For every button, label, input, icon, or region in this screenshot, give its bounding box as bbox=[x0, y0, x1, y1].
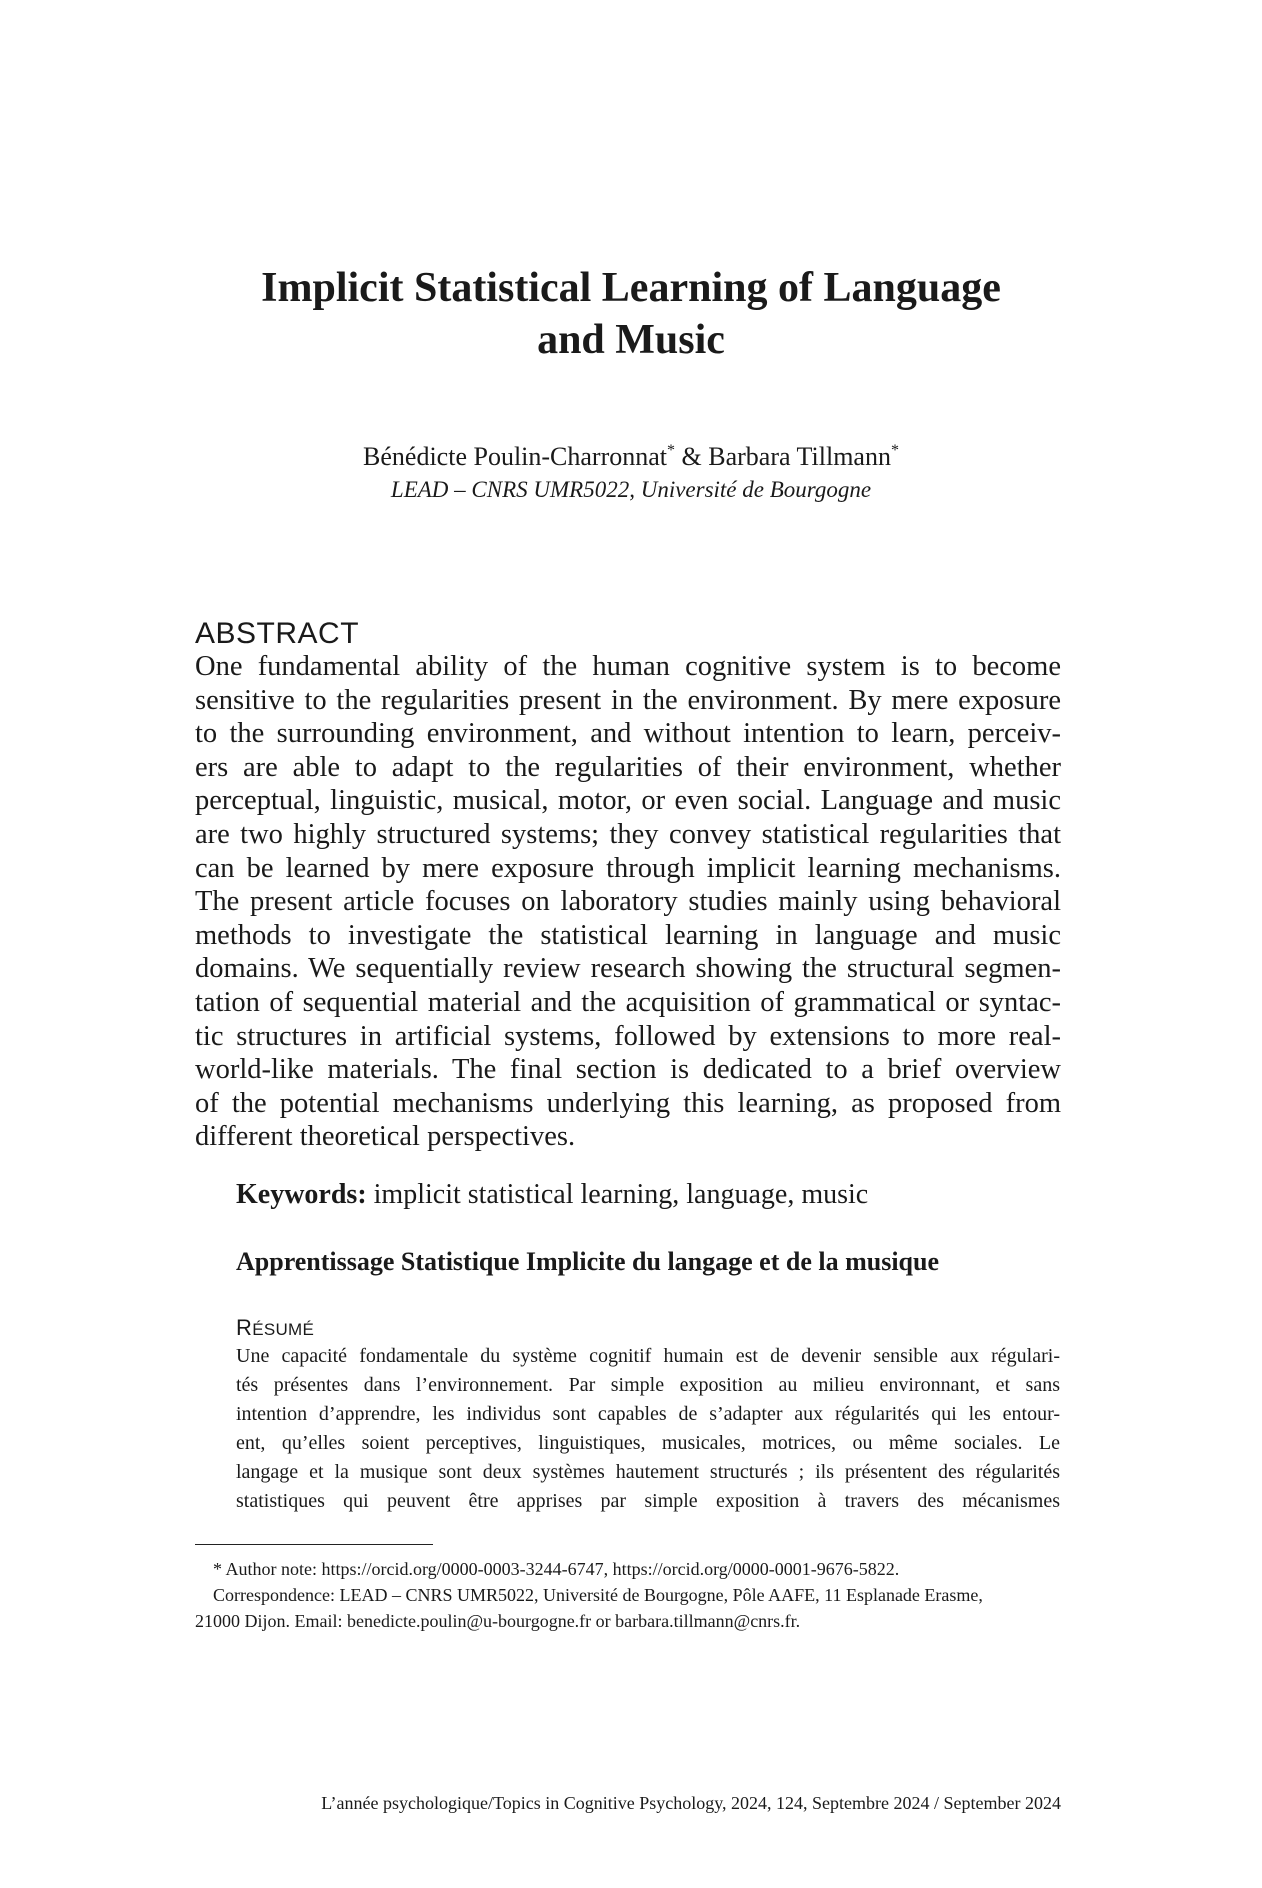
resume-heading bbox=[236, 1314, 314, 1344]
abstract-line: ers are able to adapt to the regularities of their environment, whether bbox=[195, 751, 1061, 783]
abstract-line: methods to investigate the statistical learning in language and music bbox=[195, 919, 1061, 951]
author-separator: & bbox=[675, 442, 709, 471]
abstract-line: tic structures in artificial systems, followed by extensions to more real- bbox=[195, 1020, 1061, 1052]
resume-line: langage et la musique sont deux systèmes hautement structurés ; ils présentent des régularités bbox=[236, 1461, 1060, 1483]
abstract-heading: ABSTRACT bbox=[195, 617, 360, 650]
author-list bbox=[0, 441, 1262, 473]
abstract-line: sensitive to the regularities present in the environment. By mere exposure bbox=[195, 684, 1061, 716]
author-footnote-mark-2: * bbox=[890, 442, 899, 459]
abstract-line: domains. We sequentially review research showing the structural segmen- bbox=[195, 953, 1061, 985]
keywords-label: Keywords: bbox=[236, 1179, 367, 1210]
paper-title bbox=[0, 262, 1262, 366]
resume-line: statistiques qui peuvent être apprises par simple exposition à travers des mécanismes bbox=[236, 1490, 1060, 1512]
resume-body bbox=[236, 1342, 1060, 1516]
abstract-line: of the potential mechanisms underlying this learning, as proposed from bbox=[195, 1087, 1061, 1119]
keywords bbox=[236, 1178, 868, 1212]
french-title: Apprentissage Statistique Implicite du langage et de la musique bbox=[236, 1247, 940, 1276]
resume-line: tés présentes dans l’environnement. Par simple exposition au milieu environnant, et sans bbox=[236, 1374, 1060, 1396]
paper-title-line-1: Implicit Statistical Learning of Language bbox=[261, 265, 1001, 311]
footnote-author-note: * Author note: https://orcid.org/0000-0003-3244-6747, https://orcid.org/0000-0001-9676-5822. bbox=[213, 1559, 900, 1579]
abstract-line: One fundamental ability of the human cognitive system is to become bbox=[195, 651, 1061, 682]
author-name-2: Barbara Tillmann bbox=[708, 442, 891, 471]
author-name-1: Bénédicte Poulin-Charronnat bbox=[363, 442, 668, 471]
author-footnote-mark-1: * bbox=[667, 442, 676, 459]
abstract-line: The present article focuses on laboratory studies mainly using behavioral bbox=[195, 886, 1061, 918]
footnote-divider bbox=[195, 1544, 433, 1545]
author-affiliation: LEAD – CNRS UMR5022, Université de Bourgogne bbox=[390, 477, 872, 502]
resume-line: intention d’apprendre, les individus sont capables de s’adapter aux régularités qui les entour- bbox=[236, 1403, 1060, 1425]
resume-heading-rest: ÉSUMÉ bbox=[252, 1320, 315, 1339]
paper-title-line-2: and Music bbox=[537, 317, 725, 363]
abstract-line: world-like materials. The final section is dedicated to a brief overview bbox=[195, 1054, 1061, 1086]
resume-line: ent, qu’elles soient perceptives, linguistiques, musicales, motrices, ou même sociales. Le bbox=[236, 1432, 1060, 1454]
abstract-line: different theoretical perspectives. bbox=[195, 1121, 576, 1153]
footnote-correspondence-cont: 21000 Dijon. Email: benedicte.poulin@u-bourgogne.fr or barbara.tillmann@cnrs.fr. bbox=[195, 1611, 801, 1631]
abstract-body bbox=[195, 650, 1061, 1154]
running-footer: L’année psychologique/Topics in Cognitive Psychology, 2024, 124, Septembre 2024 / September 2024 bbox=[321, 1793, 1061, 1813]
abstract-line: perceptual, linguistic, musical, motor, or even social. Language and music bbox=[195, 785, 1061, 817]
footnote-correspondence: Correspondence: LEAD – CNRS UMR5022, Université de Bourgogne, Pôle AAFE, 11 Esplanade Erasme, bbox=[213, 1585, 983, 1605]
abstract-line: to the surrounding environment, and without intention to learn, perceiv- bbox=[195, 718, 1061, 750]
resume-line: Une capacité fondamentale du système cognitif humain est de devenir sensible aux régulari- bbox=[236, 1345, 1060, 1367]
abstract-line: tation of sequential material and the acquisition of grammatical or syntac- bbox=[195, 986, 1061, 1018]
abstract-line: can be learned by mere exposure through implicit learning mechanisms. bbox=[195, 852, 1061, 884]
abstract-line: are two highly structured systems; they convey statistical regularities that bbox=[195, 818, 1061, 850]
footnotes bbox=[195, 1556, 1061, 1634]
keywords-text: implicit statistical learning, language, music bbox=[366, 1179, 869, 1210]
resume-heading-initial: R bbox=[236, 1315, 253, 1340]
